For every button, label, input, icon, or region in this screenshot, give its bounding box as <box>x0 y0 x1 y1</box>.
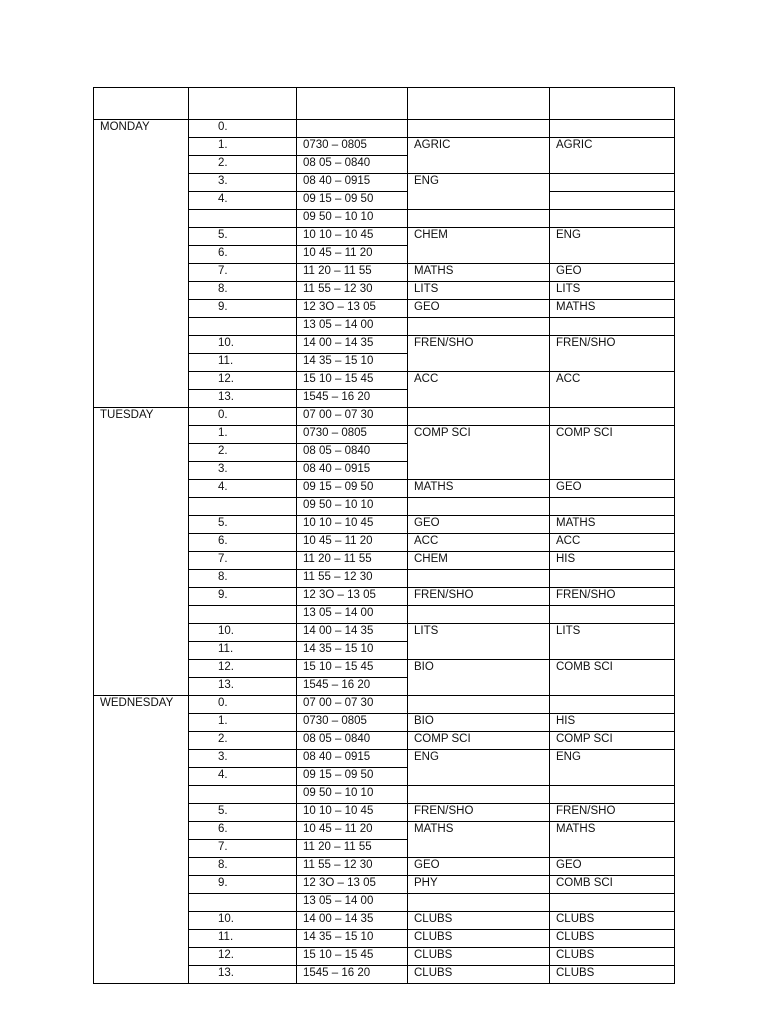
timetable-body <box>94 120 675 984</box>
day-label: TUESDAY <box>94 408 189 696</box>
time-slot: 10 45 – 11 20 <box>297 246 408 264</box>
period-number: 7. <box>189 840 297 858</box>
subject-class-a <box>408 498 550 516</box>
time-slot <box>297 120 408 138</box>
table-row <box>94 120 675 138</box>
period-number: 10. <box>189 336 297 354</box>
time-slot: 0730 – 0805 <box>297 426 408 444</box>
subject-class-a: ACC <box>408 534 550 552</box>
subject-class-b: CLUBS <box>550 966 675 984</box>
subject-class-a: ENG <box>408 750 550 786</box>
table-row <box>94 408 675 426</box>
time-slot: 11 20 – 11 55 <box>297 552 408 570</box>
time-slot: 14 35 – 15 10 <box>297 642 408 660</box>
subject-class-a <box>408 894 550 912</box>
subject-class-b: ACC <box>550 372 675 408</box>
period-number: 11. <box>189 642 297 660</box>
subject-class-a <box>408 570 550 588</box>
period-number <box>189 498 297 516</box>
day-label: MONDAY <box>94 120 189 408</box>
subject-class-b: FREN/SHO <box>550 588 675 606</box>
time-slot: 0730 – 0805 <box>297 714 408 732</box>
time-slot: 09 50 – 10 10 <box>297 498 408 516</box>
time-slot: 11 20 – 11 55 <box>297 264 408 282</box>
subject-class-a: FREN/SHO <box>408 336 550 372</box>
period-number: 12. <box>189 372 297 390</box>
timetable <box>93 87 675 984</box>
subject-class-a: CLUBS <box>408 912 550 930</box>
subject-class-b: ENG <box>550 228 675 264</box>
subject-class-b <box>550 192 675 210</box>
period-number: 1. <box>189 714 297 732</box>
time-slot: 15 10 – 15 45 <box>297 660 408 678</box>
period-number: 13. <box>189 966 297 984</box>
time-slot: 11 55 – 12 30 <box>297 282 408 300</box>
period-number: 5. <box>189 804 297 822</box>
subject-class-b <box>550 498 675 516</box>
subject-class-a: AGRIC <box>408 138 550 174</box>
subject-class-a <box>408 606 550 624</box>
time-slot: 08 05 – 0840 <box>297 444 408 462</box>
subject-class-b: CLUBS <box>550 912 675 930</box>
period-number: 0. <box>189 408 297 426</box>
subject-class-b <box>550 570 675 588</box>
time-slot: 09 50 – 10 10 <box>297 210 408 228</box>
time-slot: 09 15 – 09 50 <box>297 480 408 498</box>
time-slot: 08 05 – 0840 <box>297 732 408 750</box>
subject-class-b: GEO <box>550 480 675 498</box>
time-slot: 12 3O – 13 05 <box>297 300 408 318</box>
subject-class-b: ENG <box>550 750 675 786</box>
time-slot: 12 3O – 13 05 <box>297 876 408 894</box>
subject-class-a: LITS <box>408 282 550 300</box>
header-cell-period <box>189 88 297 120</box>
period-number: 6. <box>189 246 297 264</box>
subject-class-a: GEO <box>408 858 550 876</box>
subject-class-b <box>550 894 675 912</box>
subject-class-b <box>550 408 675 426</box>
period-number: 11. <box>189 930 297 948</box>
subject-class-a: CLUBS <box>408 948 550 966</box>
subject-class-b <box>550 120 675 138</box>
period-number: 3. <box>189 174 297 192</box>
period-number: 8. <box>189 570 297 588</box>
period-number: 7. <box>189 264 297 282</box>
period-number: 9. <box>189 300 297 318</box>
subject-class-b <box>550 174 675 192</box>
time-slot: 14 00 – 14 35 <box>297 624 408 642</box>
subject-class-a <box>408 120 550 138</box>
subject-class-b: COMB SCI <box>550 876 675 894</box>
time-slot: 15 10 – 15 45 <box>297 948 408 966</box>
period-number: 12. <box>189 660 297 678</box>
subject-class-a: COMP SCI <box>408 732 550 750</box>
subject-class-b <box>550 786 675 804</box>
time-slot: 08 40 – 0915 <box>297 174 408 192</box>
subject-class-b: HIS <box>550 714 675 732</box>
time-slot: 08 40 – 0915 <box>297 462 408 480</box>
period-number: 2. <box>189 732 297 750</box>
period-number: 13. <box>189 390 297 408</box>
period-number <box>189 786 297 804</box>
time-slot: 11 20 – 11 55 <box>297 840 408 858</box>
subject-class-a: CHEM <box>408 552 550 570</box>
time-slot: 1545 – 16 20 <box>297 678 408 696</box>
time-slot: 13 05 – 14 00 <box>297 894 408 912</box>
subject-class-b: CLUBS <box>550 930 675 948</box>
table-row <box>94 696 675 714</box>
subject-class-a: FREN/SHO <box>408 588 550 606</box>
period-number <box>189 318 297 336</box>
period-number: 5. <box>189 516 297 534</box>
time-slot: 1545 – 16 20 <box>297 966 408 984</box>
header-cell-day <box>94 88 189 120</box>
period-number: 9. <box>189 876 297 894</box>
subject-class-b: FREN/SHO <box>550 336 675 372</box>
header-row <box>94 88 675 120</box>
subject-class-a: GEO <box>408 516 550 534</box>
period-number: 4. <box>189 192 297 210</box>
time-slot: 09 50 – 10 10 <box>297 786 408 804</box>
subject-class-a <box>408 696 550 714</box>
period-number: 7. <box>189 552 297 570</box>
subject-class-b: COMP SCI <box>550 732 675 750</box>
period-number: 3. <box>189 750 297 768</box>
subject-class-a: ACC <box>408 372 550 408</box>
period-number: 10. <box>189 912 297 930</box>
period-number: 5. <box>189 228 297 246</box>
subject-class-a <box>408 408 550 426</box>
subject-class-a: MATHS <box>408 480 550 498</box>
period-number: 2. <box>189 444 297 462</box>
period-number: 0. <box>189 696 297 714</box>
subject-class-a <box>408 210 550 228</box>
period-number: 2. <box>189 156 297 174</box>
period-number <box>189 210 297 228</box>
subject-class-b: HIS <box>550 552 675 570</box>
subject-class-b: GEO <box>550 858 675 876</box>
time-slot: 09 15 – 09 50 <box>297 768 408 786</box>
period-number: 11. <box>189 354 297 372</box>
subject-class-b <box>550 606 675 624</box>
subject-class-b <box>550 318 675 336</box>
time-slot: 14 35 – 15 10 <box>297 354 408 372</box>
subject-class-a: BIO <box>408 714 550 732</box>
time-slot: 10 10 – 10 45 <box>297 228 408 246</box>
subject-class-a: CHEM <box>408 228 550 264</box>
time-slot: 07 00 – 07 30 <box>297 696 408 714</box>
time-slot: 08 05 – 0840 <box>297 156 408 174</box>
header-cell-class-a <box>408 88 550 120</box>
header-cell-class-b <box>550 88 675 120</box>
time-slot: 10 45 – 11 20 <box>297 822 408 840</box>
subject-class-a: LITS <box>408 624 550 660</box>
subject-class-b: COMB SCI <box>550 660 675 696</box>
subject-class-a: PHY <box>408 876 550 894</box>
subject-class-b: MATHS <box>550 822 675 858</box>
time-slot: 0730 – 0805 <box>297 138 408 156</box>
time-slot: 14 35 – 15 10 <box>297 930 408 948</box>
subject-class-b <box>550 696 675 714</box>
time-slot: 10 10 – 10 45 <box>297 804 408 822</box>
subject-class-b: COMP SCI <box>550 426 675 480</box>
subject-class-a: COMP SCI <box>408 426 550 480</box>
subject-class-b: LITS <box>550 282 675 300</box>
time-slot: 08 40 – 0915 <box>297 750 408 768</box>
subject-class-a: MATHS <box>408 264 550 282</box>
period-number: 10. <box>189 624 297 642</box>
period-number <box>189 606 297 624</box>
time-slot: 15 10 – 15 45 <box>297 372 408 390</box>
time-slot: 11 55 – 12 30 <box>297 570 408 588</box>
period-number: 1. <box>189 426 297 444</box>
subject-class-a <box>408 786 550 804</box>
time-slot: 12 3O – 13 05 <box>297 588 408 606</box>
period-number: 8. <box>189 282 297 300</box>
subject-class-a: GEO <box>408 300 550 318</box>
time-slot: 10 10 – 10 45 <box>297 516 408 534</box>
period-number: 4. <box>189 768 297 786</box>
subject-class-b: AGRIC <box>550 138 675 174</box>
subject-class-b: CLUBS <box>550 948 675 966</box>
period-number: 6. <box>189 534 297 552</box>
subject-class-b <box>550 210 675 228</box>
period-number: 13. <box>189 678 297 696</box>
period-number: 9. <box>189 588 297 606</box>
time-slot: 09 15 – 09 50 <box>297 192 408 210</box>
period-number: 0. <box>189 120 297 138</box>
period-number: 12. <box>189 948 297 966</box>
subject-class-a: CLUBS <box>408 966 550 984</box>
period-number: 8. <box>189 858 297 876</box>
subject-class-b: MATHS <box>550 516 675 534</box>
day-label: WEDNESDAY <box>94 696 189 984</box>
subject-class-a: BIO <box>408 660 550 696</box>
time-slot: 07 00 – 07 30 <box>297 408 408 426</box>
subject-class-a: FREN/SHO <box>408 804 550 822</box>
time-slot: 13 05 – 14 00 <box>297 606 408 624</box>
time-slot: 14 00 – 14 35 <box>297 336 408 354</box>
subject-class-b: MATHS <box>550 300 675 318</box>
time-slot: 11 55 – 12 30 <box>297 858 408 876</box>
time-slot: 14 00 – 14 35 <box>297 912 408 930</box>
subject-class-a: CLUBS <box>408 930 550 948</box>
period-number <box>189 894 297 912</box>
period-number: 1. <box>189 138 297 156</box>
subject-class-a: MATHS <box>408 822 550 858</box>
subject-class-a: ENG <box>408 174 550 210</box>
time-slot: 1545 – 16 20 <box>297 390 408 408</box>
period-number: 4. <box>189 480 297 498</box>
time-slot: 10 45 – 11 20 <box>297 534 408 552</box>
period-number: 6. <box>189 822 297 840</box>
subject-class-b: GEO <box>550 264 675 282</box>
header-cell-time <box>297 88 408 120</box>
subject-class-b: ACC <box>550 534 675 552</box>
period-number: 3. <box>189 462 297 480</box>
subject-class-a <box>408 318 550 336</box>
time-slot: 13 05 – 14 00 <box>297 318 408 336</box>
subject-class-b: FREN/SHO <box>550 804 675 822</box>
subject-class-b: LITS <box>550 624 675 660</box>
